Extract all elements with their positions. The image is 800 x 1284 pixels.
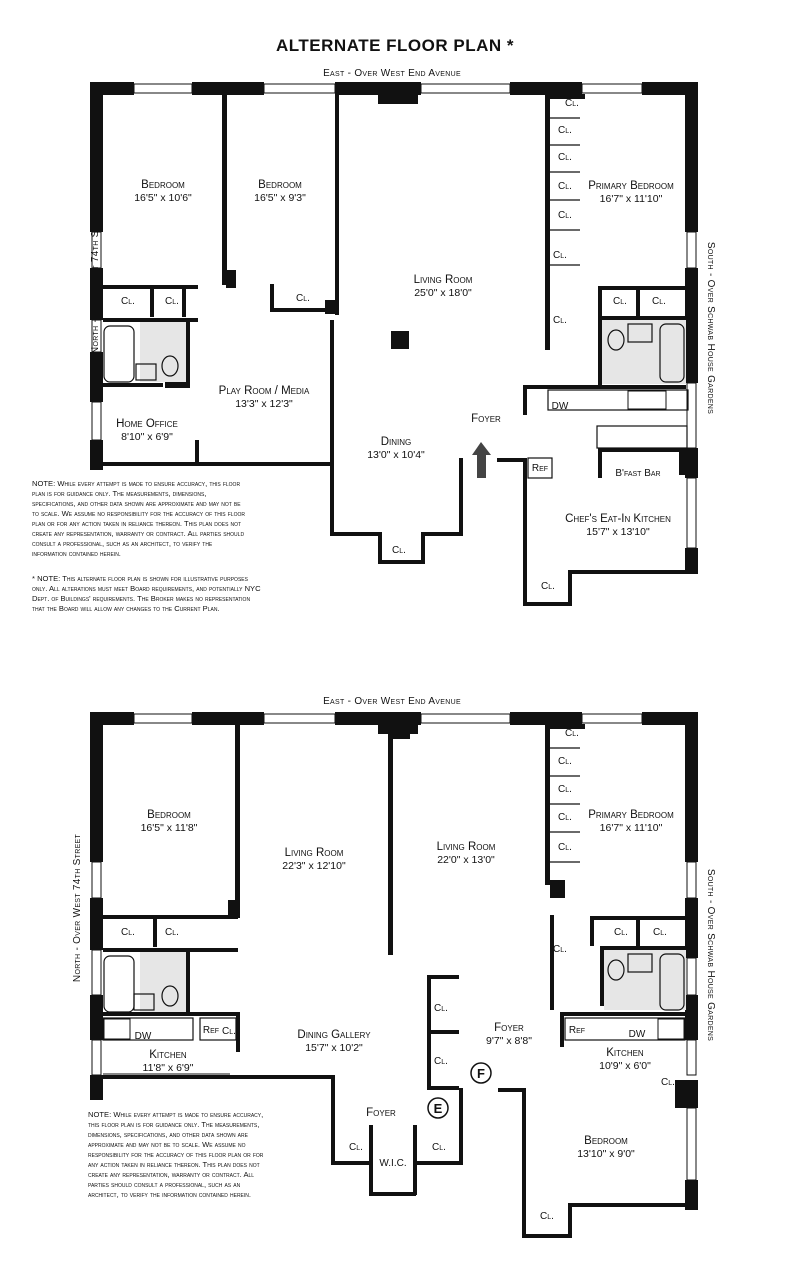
closet-label: Cl.: [121, 296, 135, 307]
room-name: Foyer: [471, 413, 501, 425]
closet-label: Cl.: [614, 927, 628, 938]
svg-text:that the Board will allow any: that the Board will allow any changes to the Current Plan.: [32, 604, 220, 613]
closet-label: Cl.: [432, 1142, 446, 1153]
svg-text:responsibility for the accurac: responsibility for the accuracy of this floor plan or for: [88, 1150, 264, 1159]
room-name: Play Room / Media: [218, 385, 310, 397]
alteration-note: [32, 574, 261, 613]
closet-label: Cl.: [565, 98, 579, 109]
room-name: Home Office: [116, 418, 178, 430]
room-name: Dining Gallery: [297, 1029, 371, 1041]
bfast-bar-label: B'fast Bar: [615, 468, 661, 479]
room-dims: 16'5" x 11'8": [140, 822, 198, 834]
closet-label: Cl.: [565, 728, 579, 739]
north-label: North - Over West 74th Street: [72, 833, 83, 983]
bottom-floor-plan: [72, 696, 716, 1238]
room-dims: 15'7" x 13'10": [586, 526, 650, 538]
closet-label: Cl.: [558, 812, 572, 823]
room-name: W.I.C.: [379, 1158, 407, 1169]
room-dims: 10'9" x 6'0": [599, 1060, 651, 1072]
closet-label: Cl.: [558, 784, 572, 795]
svg-text:specifications, and other data: specifications, and other data shown are approximate and may not be: [32, 499, 241, 508]
svg-text:approximate and may not be to: approximate and may not be to scale. We assume no: [88, 1140, 246, 1149]
room-name: Primary Bedroom: [588, 809, 674, 821]
room-name: Foyer: [494, 1022, 524, 1034]
interior-walls: [103, 724, 686, 1090]
room-dims: 16'5" x 10'6": [134, 192, 192, 204]
east-label: East - Over West End Avenue: [323, 68, 461, 79]
room-dims: 15'7" x 10'2": [305, 1042, 363, 1054]
svg-text:NOTE: While every attempt is m: NOTE: While every attempt is made to ensure accuracy, this floor: [32, 479, 241, 488]
range-icon: [104, 1019, 130, 1039]
svg-text:consult a professional, such a: consult a professional, such as an architect, to verify the: [32, 539, 213, 548]
svg-text:plan is for guidance only. The: plan is for guidance only. The measurements, dimensions,: [32, 489, 207, 498]
closet-label: Cl.: [392, 545, 406, 556]
svg-text:NOTE: While every attempt is m: NOTE: While every attempt is made to ensure accuracy,: [88, 1110, 264, 1119]
closet-label: Cl.: [558, 756, 572, 767]
room-dims: 13'3" x 12'3": [235, 398, 293, 410]
closet-label: Cl.: [541, 581, 555, 592]
room-dims: 16'5" x 9'3": [254, 192, 306, 204]
page-title: ALTERNATE FLOOR PLAN *: [276, 36, 514, 55]
room-dims: 25'0" x 18'0": [414, 287, 472, 299]
closet-label: Cl.: [434, 1056, 448, 1067]
closet-label: Cl.: [165, 927, 179, 938]
closet-label: Cl.: [613, 296, 627, 307]
svg-text:* NOTE: This alternate floor p: * NOTE: This alternate floor plan is shown for illustrative purposes: [32, 574, 248, 583]
closet-label: Cl.: [349, 1142, 363, 1153]
entry-f-label: F: [477, 1066, 485, 1081]
room-name: Bedroom: [584, 1135, 628, 1147]
closet-label: Cl.: [558, 181, 572, 192]
closet-label: Cl.: [553, 250, 567, 261]
kitchen-counter: [548, 390, 688, 410]
south-label: South - Over Schwab House Gardens: [705, 241, 716, 415]
room-name: Kitchen: [149, 1049, 187, 1061]
svg-text:dimensions, specifications, an: dimensions, specifications, and other data shown are: [88, 1130, 248, 1139]
room-name: Kitchen: [606, 1047, 644, 1059]
entry-e-label: E: [433, 1101, 443, 1116]
room-name: Bedroom: [258, 179, 302, 191]
fridge-label: Ref: [568, 1025, 586, 1036]
closet-label: Cl.: [558, 210, 572, 221]
svg-text:information contained herein.: information contained herein.: [32, 549, 121, 558]
top-floor-plan: [32, 68, 716, 613]
room-dims: 13'0" x 10'4": [367, 449, 425, 461]
closet-label: Cl.: [652, 296, 666, 307]
closet-label: Cl.: [222, 1026, 236, 1037]
disclaimer-note: [88, 1110, 264, 1199]
range-icon: [658, 1019, 684, 1039]
room-name: Primary Bedroom: [588, 180, 674, 192]
room-name: Bedroom: [147, 809, 191, 821]
room-dims: 11'8" x 6'9": [142, 1062, 194, 1074]
closet-label: Cl.: [661, 1077, 675, 1088]
fridge-label: Ref: [531, 463, 549, 474]
room-name: Chef's Eat-In Kitchen: [565, 513, 671, 525]
svg-text:create any representation, war: create any representation, warranty or contract. All: [88, 1170, 255, 1179]
entry-arrow-icon: [472, 442, 491, 478]
closet-label: Cl.: [165, 296, 179, 307]
room-dims: 22'0" x 13'0": [437, 854, 495, 866]
svg-text:Dept. of Buildings' requiremen: Dept. of Buildings' requirements. The Broker makes no representation: [32, 594, 251, 603]
room-dims: 16'7" x 11'10": [599, 822, 663, 834]
interior-walls: [103, 94, 689, 478]
room-dims: 22'3" x 12'10": [282, 860, 346, 872]
svg-text:parties should consult a profe: parties should consult a professional, such as an: [88, 1180, 241, 1189]
closet-label: Cl.: [553, 944, 567, 955]
closet-label: Cl.: [553, 315, 567, 326]
closet-label: Cl.: [558, 152, 572, 163]
room-dims: 13'10" x 9'0": [577, 1148, 635, 1160]
bathtub-icon: [104, 326, 134, 382]
closet-label: Cl.: [540, 1211, 554, 1222]
column: [391, 331, 409, 349]
svg-text:any action taken in reliance t: any action taken in reliance thereon. This plan does not: [88, 1160, 260, 1169]
fridge-label: Ref: [202, 1025, 220, 1036]
svg-text:only. All alterations must mee: only. All alterations must meet Board requirements, and potentially NYC: [32, 584, 261, 593]
svg-text:architect, to verify the infor: architect, to verify the information contained herein.: [88, 1190, 251, 1199]
disclaimer-note: [32, 479, 245, 558]
breakfast-bar: [597, 426, 687, 448]
range-icon: [628, 391, 666, 409]
room-dims: 8'10" x 6'9": [121, 431, 173, 443]
east-label: East - Over West End Avenue: [323, 696, 461, 707]
closet-label: Cl.: [434, 1003, 448, 1014]
bathtub-icon: [104, 956, 134, 1012]
south-label: South - Over Schwab House Gardens: [705, 868, 716, 1042]
room-name: Living Room: [284, 847, 344, 859]
dishwasher-label: DW: [628, 1029, 646, 1040]
room-name: Bedroom: [141, 179, 185, 191]
svg-text:plan or for any action taken i: plan or for any action taken in reliance thereon. This plan does not: [32, 519, 242, 528]
closet-label: Cl.: [558, 842, 572, 853]
room-name: Foyer: [366, 1107, 396, 1119]
bath-tile: [140, 952, 186, 1012]
room-name: Living Room: [413, 274, 473, 286]
closet-label: Cl.: [558, 125, 572, 136]
svg-text:create any representation, war: create any representation, warranty or contract. All parties should: [32, 529, 245, 538]
closet-label: Cl.: [296, 293, 310, 304]
room-name: Dining: [380, 436, 412, 448]
bath-tile: [140, 322, 186, 382]
room-dims: 16'7" x 11'10": [599, 193, 663, 205]
svg-text:to scale. We assume no respons: to scale. We assume no responsibility for the accuracy of this floor: [32, 509, 245, 518]
room-name: Living Room: [436, 841, 496, 853]
room-dims: 9'7" x 8'8": [486, 1035, 532, 1047]
svg-text:this floor plan is for guidanc: this floor plan is for guidance only. The measurements,: [88, 1120, 260, 1129]
dishwasher-label: DW: [134, 1031, 152, 1042]
closet-label: Cl.: [121, 927, 135, 938]
dishwasher-label: DW: [551, 401, 569, 412]
closet-label: Cl.: [653, 927, 667, 938]
